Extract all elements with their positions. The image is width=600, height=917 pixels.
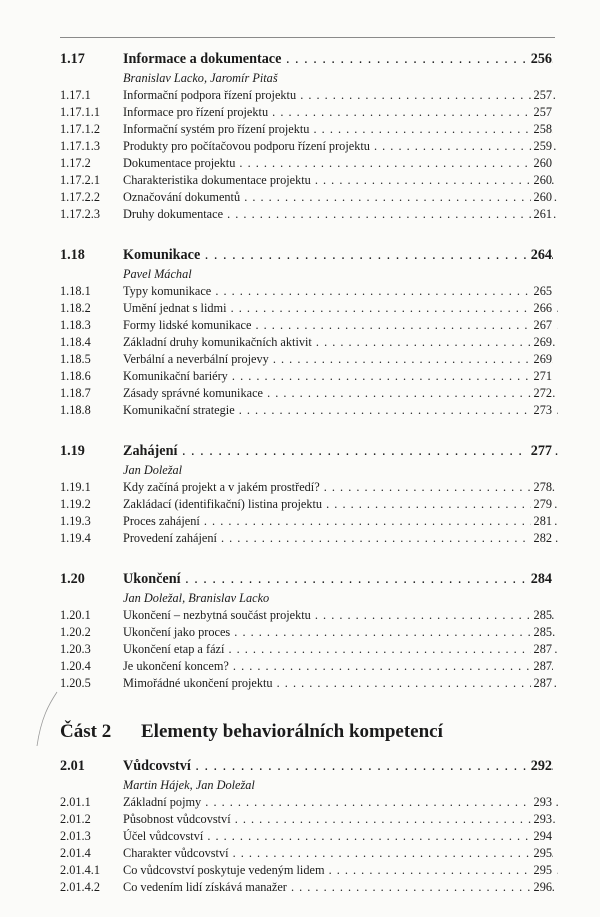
section-page-number: 256 [528,48,552,70]
top-rule [60,37,555,38]
entry-title: Označování dokumentů . . . [123,189,558,206]
entry-number: 1.18.4 [60,335,91,349]
entry-page-number: 267 [531,317,552,334]
toc-entry [0,862,600,879]
section-authors: Jan Doležal, Branislav Lacko [123,591,270,605]
toc-entry [0,794,600,811]
entry-title: Ukončení jako proces . . . [123,624,558,641]
margin-pencil-mark [35,690,37,745]
section-page-number: 292 [528,755,552,777]
section-authors-row [0,70,600,87]
entry-page-number: 257 [531,87,552,104]
section-heading [0,755,600,777]
entry-number: 1.17.1 [60,88,91,102]
toc-entry [0,496,600,513]
section-heading [0,440,600,462]
entry-page-number: 271 [531,368,552,385]
entry-title: Komunikační strategie . . . [123,402,558,419]
entry-title: Informace pro řízení projektu . . . [123,104,558,121]
entry-title: Umění jednat s lidmi . . . [123,300,558,317]
entry-page-number: 293 [531,811,552,828]
entry-number: 2.01.3 [60,829,91,843]
entry-title: Formy lidské komunikace . . . [123,317,558,334]
toc-section [0,440,600,547]
entry-title: Co vůdcovství poskytuje vedeným lidem . . . [123,862,558,879]
section-number: 1.19 [60,443,85,459]
entry-number: 1.17.1.2 [60,122,100,136]
entry-number: 1.18.3 [60,318,91,332]
entry-page-number: 295 [531,862,552,879]
entry-number: 2.01.4 [60,846,91,860]
section-authors: Pavel Máchal [123,267,192,281]
toc-section [0,568,600,692]
entry-page-number: 269 [531,334,552,351]
section-authors-row [0,462,600,479]
entry-number: 1.18.6 [60,369,91,383]
entry-title: Je ukončení koncem? . . . [123,658,558,675]
entry-number: 2.01.2 [60,812,91,826]
entry-title: Druhy dokumentace . . . [123,206,558,223]
entry-title: Základní pojmy . . . [123,794,558,811]
section-page-number: 277 [528,440,552,462]
section-authors: Jan Doležal [123,463,183,477]
entry-page-number: 294 [531,828,552,845]
entry-number: 1.17.1.3 [60,139,100,153]
toc-entry [0,641,600,658]
entry-number: 1.17.2.1 [60,173,100,187]
toc-entry [0,87,600,104]
entry-title: Dokumentace projektu . . . [123,155,558,172]
entry-page-number: 279 [531,496,552,513]
entry-page-number: 296 [531,879,552,896]
entry-page-number: 272 [531,385,552,402]
section-number: 1.17 [60,51,85,67]
entry-number: 1.17.1.1 [60,105,100,119]
entry-title: Ukončení etap a fází . . . [123,641,558,658]
section-title: Vůdcovství . . . [123,755,558,777]
toc-entry [0,385,600,402]
entry-title: Mimořádné ukončení projektu . . . [123,675,558,692]
toc-entry [0,675,600,692]
toc-entry [0,513,600,530]
toc-entry [0,530,600,547]
toc-entry [0,104,600,121]
entry-number: 1.20.1 [60,608,91,622]
toc-entry [0,828,600,845]
entry-number: 1.19.4 [60,531,91,545]
entry-number: 1.20.4 [60,659,91,673]
table-of-contents [0,48,600,917]
toc-section [0,755,600,896]
entry-page-number: 287 [531,658,552,675]
entry-title: Informační podpora řízení projektu . . . [123,87,558,104]
entry-page-number: 260 [531,172,552,189]
entry-page-number: 269 [531,351,552,368]
part-heading [0,713,600,751]
section-title: Ukončení . . . [123,568,558,590]
section-page-number: 284 [528,568,552,590]
entry-number: 1.19.1 [60,480,91,494]
entry-title: Charakter vůdcovství . . . [123,845,558,862]
entry-page-number: 273 [531,402,552,419]
entry-page-number: 260 [531,155,552,172]
toc-entry [0,155,600,172]
entry-number: 1.20.2 [60,625,91,639]
section-heading [0,568,600,590]
toc-entry [0,607,600,624]
toc-entry [0,121,600,138]
entry-page-number: 257 [531,104,552,121]
toc-section [0,244,600,419]
toc-entry [0,368,600,385]
entry-title: Ukončení – nezbytná součást projektu . . . [123,607,558,624]
entry-number: 2.01.4.2 [60,880,100,894]
entry-number: 1.17.2.2 [60,190,100,204]
section-title: Informace a dokumentace . . . [123,48,558,70]
entry-page-number: 260 [531,189,552,206]
toc-entry [0,479,600,496]
toc-entry [0,811,600,828]
entry-title: Zásady správné komunikace . . . [123,385,558,402]
entry-page-number: 266 [531,300,552,317]
entry-title: Proces zahájení . . . [123,513,558,530]
part-label: Část 2 [60,721,112,742]
section-number: 1.18 [60,247,85,263]
toc-entry [0,206,600,223]
entry-number: 2.01.1 [60,795,91,809]
entry-title: Komunikační bariéry . . . [123,368,558,385]
entry-number: 1.18.5 [60,352,91,366]
toc-entry [0,624,600,641]
entry-title: Co vedením lidí získává manažer . . . [123,879,558,896]
toc-entry [0,138,600,155]
entry-title: Působnost vůdcovství . . . [123,811,558,828]
entry-title: Charakteristika dokumentace projektu . . . [123,172,558,189]
entry-page-number: 285 [531,624,552,641]
entry-number: 2.01.4.1 [60,863,100,877]
entry-page-number: 281 [531,513,552,530]
entry-number: 1.19.3 [60,514,91,528]
entry-title: Informační systém pro řízení projektu . . . [123,121,558,138]
section-authors: Branislav Lacko, Jaromír Pitaš [123,71,278,85]
entry-number: 1.18.8 [60,403,91,417]
toc-entry [0,283,600,300]
entry-title: Provedení zahájení . . . [123,530,558,547]
entry-page-number: 261 [531,206,552,223]
toc-entry [0,172,600,189]
entry-title: Zakládací (identifikační) listina projektu . . . [123,496,558,513]
entry-title: Verbální a neverbální projevy . . . [123,351,558,368]
section-title: Zahájení . . . [123,440,558,462]
section-heading [0,244,600,266]
entry-title: Kdy začíná projekt a v jakém prostředí? . . . [123,479,558,496]
section-authors-row [0,590,600,607]
entry-page-number: 259 [531,138,552,155]
section-number: 2.01 [60,758,85,774]
entry-page-number: 258 [531,121,552,138]
section-authors-row [0,266,600,283]
entry-page-number: 287 [531,641,552,658]
entry-number: 1.18.2 [60,301,91,315]
entry-page-number: 295 [531,845,552,862]
toc-entry [0,351,600,368]
entry-page-number: 285 [531,607,552,624]
section-page-number: 264 [528,244,552,266]
toc-entry [0,300,600,317]
section-number: 1.20 [60,571,85,587]
entry-number: 1.17.2.3 [60,207,100,221]
toc-section [0,48,600,223]
entry-page-number: 282 [531,530,552,547]
toc-entry [0,334,600,351]
section-heading [0,48,600,70]
entry-page-number: 293 [531,794,552,811]
toc-entry [0,845,600,862]
entry-number: 1.20.5 [60,676,91,690]
toc-entry [0,189,600,206]
entry-title: Účel vůdcovství . . . [123,828,558,845]
entry-title: Produkty pro počítačovou podporu řízení projektu . . . [123,138,558,155]
entry-title: Typy komunikace . . . [123,283,558,300]
entry-page-number: 278 [531,479,552,496]
section-authors-row [0,777,600,794]
entry-number: 1.19.2 [60,497,91,511]
entry-page-number: 287 [531,675,552,692]
entry-page-number: 265 [531,283,552,300]
part-title: Elementy behaviorálních kompetencí [141,721,443,742]
entry-number: 1.18.7 [60,386,91,400]
toc-entry [0,879,600,896]
toc-entry [0,317,600,334]
toc-entry [0,402,600,419]
entry-number: 1.17.2 [60,156,91,170]
toc-entry [0,658,600,675]
section-title: Komunikace . . . [123,244,558,266]
entry-title: Základní druhy komunikačních aktivit . . . [123,334,558,351]
section-authors: Martin Hájek, Jan Doležal [123,778,255,792]
entry-number: 1.20.3 [60,642,91,656]
entry-number: 1.18.1 [60,284,91,298]
